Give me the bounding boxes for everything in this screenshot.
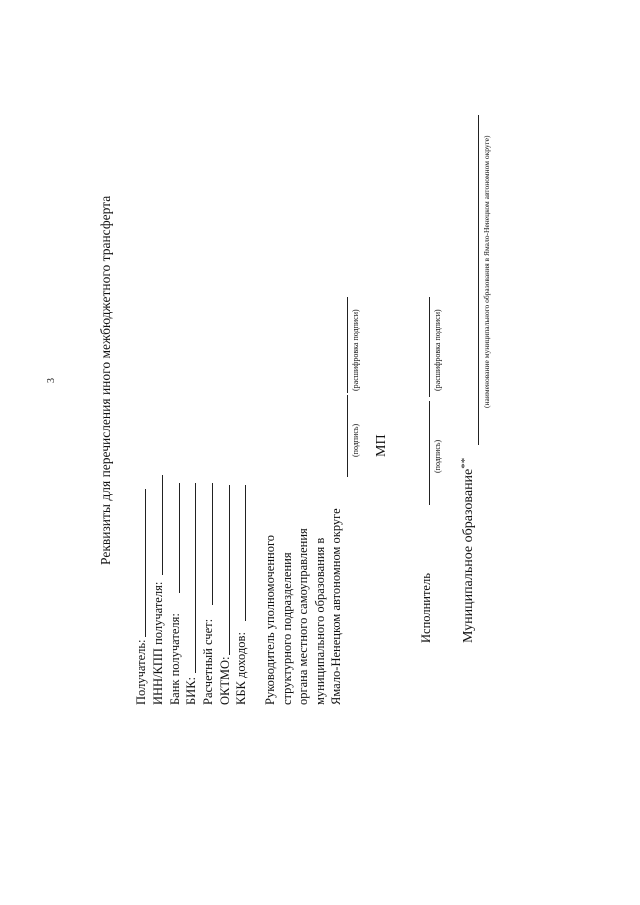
field-recipient: Получатель:	[134, 639, 148, 705]
municipality-line	[478, 115, 479, 445]
municipality-caption: (наименование муниципального образования в Ямало-Ненецком автономном округе)	[482, 135, 491, 408]
head-title-line-4: муниципального образования в	[312, 537, 327, 705]
head-title-line-1: Руководитель уполномоченного	[263, 534, 277, 705]
head-signature-line	[347, 395, 348, 477]
field-oktmo: ОКТМО:	[218, 656, 232, 705]
field-account: Расчетный счет:	[201, 618, 215, 705]
head-title-block	[262, 508, 345, 705]
field-bik-line	[195, 483, 196, 673]
head-signature-caption: (подпись)	[351, 423, 360, 457]
executor-label: Исполнитель	[419, 573, 433, 643]
head-title-line-2: структурного подразделения	[279, 552, 294, 705]
field-bank-line	[179, 483, 180, 593]
field-oktmo-line	[229, 485, 230, 655]
municipality-label-row	[461, 458, 477, 643]
field-bik: БИК:	[184, 676, 198, 705]
municipality-footnote-mark: **	[459, 457, 471, 469]
field-inn-kpp-line	[162, 475, 163, 575]
field-kbk: КБК доходов:	[234, 632, 248, 705]
field-inn-kpp: ИНН/КПП получателя:	[151, 581, 165, 705]
page-number: 3	[46, 378, 57, 383]
form-heading: Реквизиты для перечисления иного межбюджетного трансферта	[98, 195, 113, 565]
head-title-line-3: органа местного самоуправления	[296, 528, 310, 705]
field-account-line	[212, 483, 213, 605]
field-recipient-line	[145, 489, 146, 637]
head-title-line-5: Ямало-Ненецком автономном округе	[329, 508, 343, 705]
executor-signature-line	[429, 401, 430, 505]
municipality-label: Муниципальное образование	[461, 468, 476, 643]
field-bank: Банк получателя:	[168, 613, 182, 705]
field-kbk-line	[245, 485, 246, 621]
stamp-mark: МП	[374, 434, 389, 457]
executor-decoding-line	[429, 297, 430, 397]
head-decoding-line	[347, 297, 348, 393]
executor-signature-caption: (подпись)	[433, 439, 442, 473]
executor-decoding-caption: (расшифровка подписи)	[433, 309, 442, 391]
head-decoding-caption: (расшифровка подписи)	[351, 309, 360, 391]
